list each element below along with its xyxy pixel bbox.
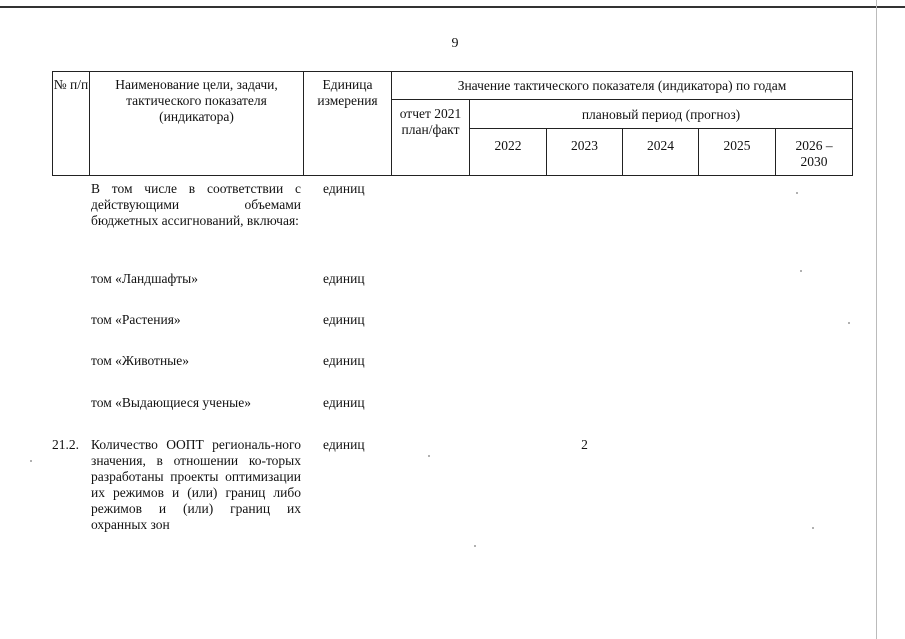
row-name: том «Ландшафты»: [91, 271, 198, 286]
scan-speck: [474, 545, 476, 547]
row-unit: единиц: [323, 312, 365, 327]
page-number: 9: [451, 36, 459, 51]
scan-speck: [812, 527, 814, 529]
row-name: том «Животные»: [91, 353, 189, 368]
header-num-label: № п/п: [53, 77, 89, 92]
header-year-2023: [546, 128, 623, 176]
header-plan-period: [469, 99, 853, 129]
header-year-label: 2025: [723, 138, 751, 153]
header-year-label: 2024: [647, 138, 674, 153]
row-unit: единиц: [323, 271, 365, 286]
header-report: [391, 99, 470, 176]
scan-speck: [796, 192, 798, 194]
top-border-line: [0, 6, 905, 8]
header-report-label: отчет 2021 план/факт: [399, 106, 462, 137]
header-unit-label: Единица измерения: [317, 77, 378, 108]
header-year-label: 2023: [571, 138, 598, 153]
row-name: Количество ООПТ региональ-ного значения, в отношении ко-торых разработаны проекты оптимизации их режимов и (или) границ либо режимов и (или) границ их охранных зон: [91, 437, 301, 532]
header-unit: [303, 71, 392, 176]
header-year-2025: [698, 128, 776, 176]
row-unit: единиц: [323, 353, 365, 368]
row-unit: единиц: [323, 181, 365, 196]
row-unit: единиц: [323, 395, 365, 410]
scan-speck: [800, 270, 802, 272]
header-year-2024: [622, 128, 699, 176]
row-unit: единиц: [323, 437, 365, 452]
row-name: том «Растения»: [91, 312, 181, 327]
header-name-label: Наименование цели, задачи, тактического показателя (индикатора): [115, 77, 278, 124]
header-year-label: 2026 – 2030: [795, 138, 833, 169]
header-values-title-label: Значение тактического показателя (индикатора) по годам: [457, 78, 787, 93]
header-year-2026-2030: [775, 128, 853, 176]
header-plan-period-label: плановый период (прогноз): [581, 107, 741, 122]
scan-speck: [848, 322, 850, 324]
row-value-2023: 2: [581, 437, 588, 452]
row-number: 21.2.: [52, 437, 79, 452]
row-name: том «Выдающиеся ученые»: [91, 395, 251, 410]
header-num: [52, 71, 90, 176]
row-name: В том числе в соответствии с действующими объемами бюджетных ассигнований, включая:: [91, 181, 301, 228]
header-year-label: 2022: [494, 138, 522, 153]
header-year-2022: [469, 128, 547, 176]
page-edge: [876, 0, 877, 639]
scan-speck: [30, 460, 32, 462]
header-name: [89, 71, 304, 176]
header-values-title: [391, 71, 853, 100]
scan-speck: [428, 455, 430, 457]
